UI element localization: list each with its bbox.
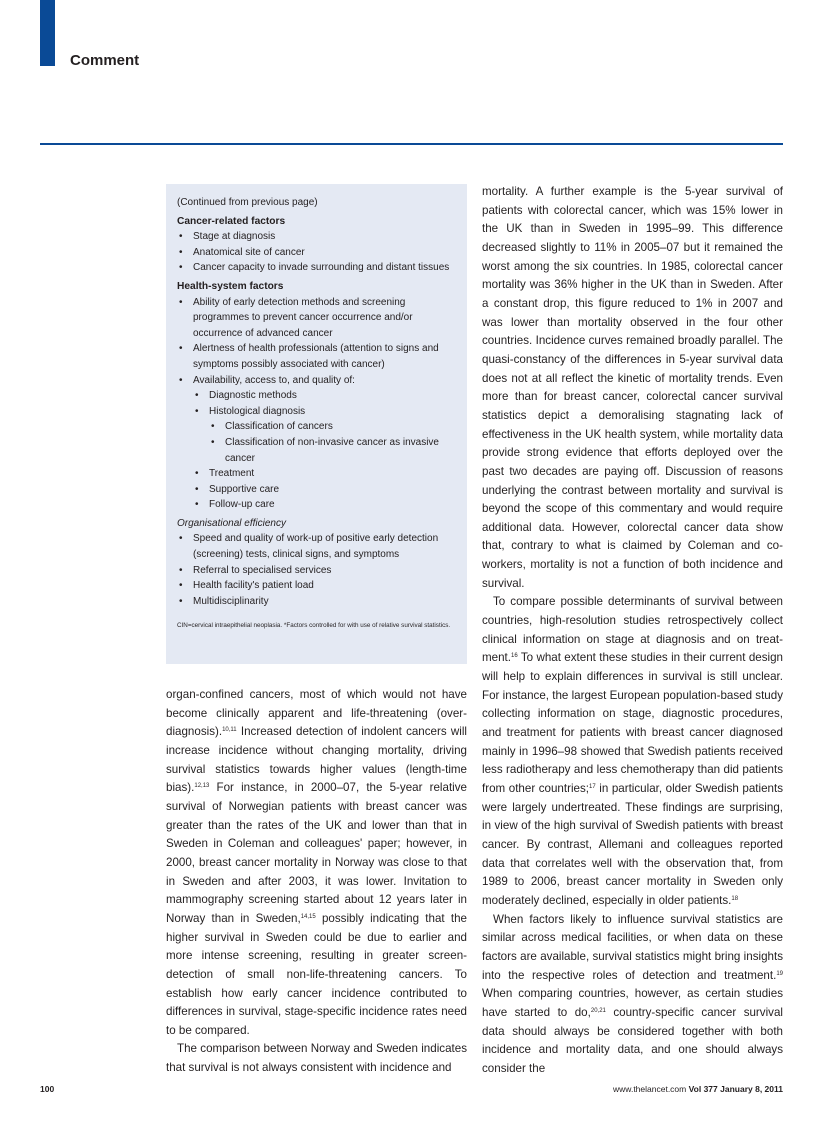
citation: 16 bbox=[511, 653, 518, 660]
paragraph: To compare possible determinants of survival between countries, high-resolution studies retrospectively collect clinical information on stage at diagnosis and on treat-ment.$^{16}$ To what extent these studies in their current design will help to explain differences in survival is still unclear. For instance, the largest European population-based study collecting information on stage, diagnostic procedures, and treatment for patients with breast cancer diagnosed mainly in 1996–98 showed that Swedish patients received less radiotherapy and less chemotherapy than did patients from other countries;$^{17}$ in particular, older Swedish patients were largely undertreated. These findings are surprising, in view of the high survival of Swedish patients with breast cancer. By contrast, Allemani and colleagues reported data that correlates well with the observation that, from 1989 to 2006, breast cancer mortality in Sweden only moderately declined, especially in older patients.$^{18}$ bbox=[482, 595, 783, 907]
factors-panel bbox=[166, 184, 467, 664]
citation: 17 bbox=[589, 784, 596, 790]
panel-list-item: • Alertness of health professionals (attention to signs and symptoms possibly associated with cancer) bbox=[177, 341, 462, 372]
panel-list-item: • Availability, access to, and quality of: bbox=[177, 373, 462, 389]
panel-list-subsubitem: • Classification of cancers bbox=[177, 419, 462, 435]
panel-list-subitem: • Diagnostic methods bbox=[177, 388, 462, 404]
panel-list-item: • Speed and quality of work-up of positive early detection (screening) tests, clinical signs, and symptoms bbox=[177, 531, 462, 562]
section-label: Comment bbox=[70, 52, 140, 69]
panel-list-subitem: • Histological diagnosis bbox=[177, 404, 462, 420]
factors-panel-content bbox=[177, 195, 462, 630]
panel-list-subitem: • Supportive care bbox=[177, 482, 462, 498]
panel-continued-note: (Continued from previous page) bbox=[177, 197, 318, 208]
panel-heading-organisational: Organisational efficiency bbox=[177, 517, 286, 529]
panel-list-item: • Referral to specialised services bbox=[177, 563, 462, 579]
citation: 12,13 bbox=[194, 783, 210, 790]
journal-date: January 8, 2011 bbox=[720, 1084, 783, 1094]
panel-footnote: CIN=cervical intraepithelial neoplasia. *Factors controlled for with use of relative survival statistics. bbox=[177, 622, 451, 630]
paragraph: The comparison between Norway and Sweden indicates that survival is not always consistent with incidence and bbox=[166, 1042, 467, 1075]
page-number: 100 bbox=[40, 1084, 55, 1094]
panel-list-subsubitem: • Classification of non-invasive cancer as invasive cancer bbox=[177, 435, 462, 466]
panel-list-item: • Multidisciplinarity bbox=[177, 594, 462, 610]
body-column-right bbox=[482, 183, 783, 1079]
panel-list-item: • Ability of early detection methods and screening programmes to prevent cancer occurrence and/or occurrence of advanced cancer bbox=[177, 295, 462, 342]
panel-heading-health: Health-system factors bbox=[177, 280, 284, 292]
panel-list-item: • Stage at diagnosis bbox=[177, 229, 462, 245]
panel-list-subitem: • Follow-up care bbox=[177, 497, 462, 513]
citation: 20,21 bbox=[590, 1007, 606, 1014]
panel-heading-cancer: Cancer-related factors bbox=[177, 215, 286, 227]
citation: 19 bbox=[776, 970, 783, 977]
paragraph: When factors likely to influence survival statistics are similar across medical facilities, or when data on these factors are available, survival statistics might bring insights into the respective roles of detection and treatment.$^{19}$ When comparing countries, however, as certain studies have started to do,$^{20,21}$ country-specific cancer survival data should always be considered together with both incidence and mortality data, and one should always consider the bbox=[482, 912, 783, 1075]
header-rule bbox=[40, 143, 783, 145]
citation: 18 bbox=[731, 895, 739, 902]
paragraph: organ-confined cancers, most of which would not have become clinically apparent and life-threatening (over-diagnosis).$^{10,11}$ Increased detection of indolent cancers will increase incidence without changing mortality, driving survival statistics towards higher values (length-time bias).$^{12,13}$ For instance, in 2000–07, the 5-year relative survival of Norwegian patients with breast cancer was greater than the rates of the UK and lower than that in Sweden in Coleman and colleagues' paper; however, in 2000, breast cancer mortality in Norway was close to that in Sweden and after 2003, it was lower. Invitation to mammography screening started about 12 years later in Norway than in Sweden,$^{14,15}$ possibly indicating that the higher survival in Sweden could be due to earlier and more intense screening, resulting in greater screen-detection of small non-life-threatening cancers. To establish how early cancer incidence contributed to differences in survival, stage-specific incidence rates need to be compared. bbox=[166, 688, 467, 1037]
panel-list-item: • Anatomical site of cancer bbox=[177, 245, 462, 261]
panel-list-item: • Cancer capacity to invade surrounding and distant tissues bbox=[177, 260, 462, 276]
journal-url: www.thelancet.com bbox=[613, 1084, 687, 1094]
journal-footer bbox=[613, 1084, 783, 1094]
paragraph: mortality. A further example is the 5-year survival of patients with colorectal cancer, which was 15% lower in the UK than in Sweden in 1995–99. This difference decreased slightly to 11% in 2005–07 but it remained the worst among the six countries. In 1985, colorectal cancer mortality was 36% higher in the UK than in Sweden. After a constant drop, this figure reduced to 1% in 2007 and was lower than mortality observed in the four other countries. Incidence curves remained broadly parallel. The quasi-constancy of the differences in 5-year survival data does not at all reflect the kinetic of mortality trends. Even more than for breast cancer, colorectal cancer survival statistics depict a demoralising stagnating lack of effectiveness in the UK health system, while mortality data provide strong evidence that efforts deployed over the past two decades are paying off. Discussion of reasons underlying the contrast between mortality and survival is beyond the scope of this commentary and would require additional data. However, colorectal cancer data show that, contrary to what is claimed by Coleman and co-workers, mortality is not a function of both incidence and survival. bbox=[482, 185, 783, 590]
panel-list-item: • Health facility's patient load bbox=[177, 578, 462, 594]
journal-volume: Vol 377 bbox=[688, 1084, 718, 1094]
citation: 14,15 bbox=[300, 913, 316, 920]
body-column-left bbox=[166, 686, 467, 1078]
panel-list-subitem: • Treatment bbox=[177, 466, 462, 482]
citation: 10,11 bbox=[222, 727, 237, 734]
section-color-bar bbox=[40, 0, 55, 66]
